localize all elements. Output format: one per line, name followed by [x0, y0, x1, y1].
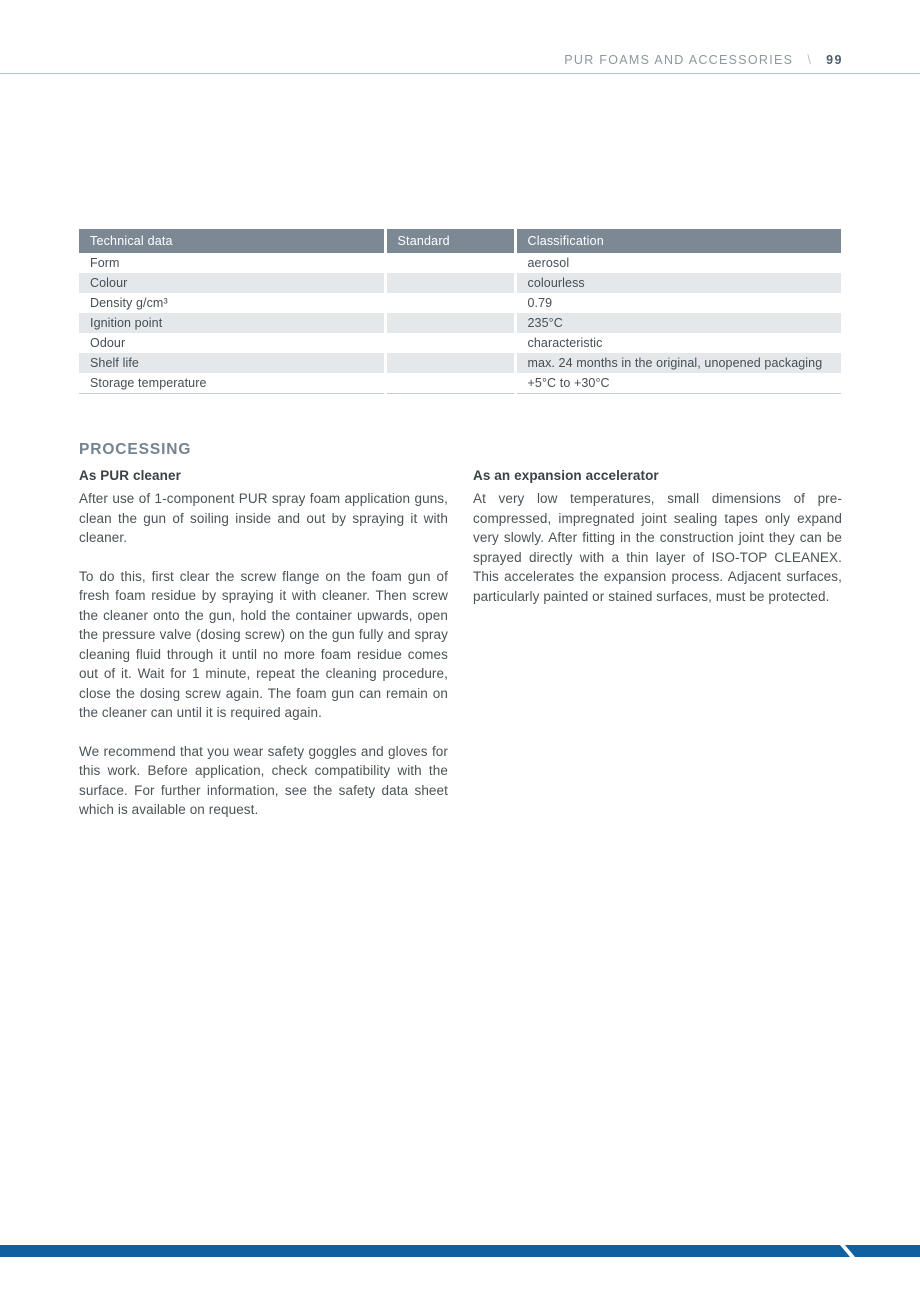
page-header [564, 53, 843, 67]
cell-label: Storage temperature [79, 373, 385, 393]
cell-label: Form [90, 256, 120, 270]
subsection-heading: As PUR cleaner [79, 468, 181, 483]
cell-standard [385, 313, 515, 333]
cell-classification: characteristic [515, 333, 841, 353]
cell-classification: colourless [515, 273, 841, 293]
table-row [79, 273, 841, 293]
cell-label: Odour [90, 336, 126, 350]
table-row [79, 253, 841, 273]
cell-standard [385, 293, 515, 313]
column-expansion-accelerator [473, 468, 842, 839]
section-title: PROCESSING [79, 441, 192, 458]
column-header-technical-data: Technical data [79, 229, 385, 253]
subsection-heading: As an expansion accelerator [473, 468, 659, 483]
column-pur-cleaner [79, 468, 448, 839]
cell-standard [385, 373, 515, 393]
cell-label: Density g/cm³ [90, 296, 168, 310]
footer-accent-bar [0, 1245, 920, 1257]
cell-label: Shelf life [90, 356, 139, 370]
technical-data-table [79, 229, 841, 394]
breadcrumb: PUR FOAMS AND ACCESSORIES [564, 53, 794, 67]
cell-label: Colour [90, 276, 128, 290]
body-paragraph: To do this, first clear the screw flange on the foam gun of fresh foam residue by spraying it with cleaner. Then screw the cleaner onto the gun, hold the container upwards, open the pressure valve (dosing screw) on the gun fully and spray cleaning fluid through it until no more foam residue comes out of it. Wait for 1 minute, repeat the cleaning procedure, close the dosing screw again. The foam gun can remain on the cleaner can until it is required again. [79, 568, 448, 720]
cell-classification: aerosol [515, 253, 841, 273]
table-row [79, 313, 841, 333]
cell-standard [385, 273, 515, 293]
header-rule [0, 73, 920, 74]
cell-standard [385, 353, 515, 373]
breadcrumb-separator: \ [807, 53, 813, 67]
cell-classification: max. 24 months in the original, unopened packaging [515, 353, 841, 373]
technical-data-table-wrap [79, 229, 841, 394]
table-row [79, 353, 841, 373]
table-row [79, 333, 841, 353]
footer-bar-slash [839, 1244, 856, 1258]
body-paragraph: We recommend that you wear safety goggles and gloves for this work. Before application, check compatibility with the surface. For further information, see the safety data sheet which is available on request. [79, 743, 448, 817]
cell-classification: 235°C [515, 313, 841, 333]
cell-standard [385, 333, 515, 353]
table-row [79, 373, 841, 393]
column-header-standard: Standard [385, 229, 515, 253]
processing-section [79, 441, 842, 839]
column-header-classification: Classification [515, 229, 841, 253]
cell-classification: +5°C to +30°C [515, 373, 841, 393]
body-paragraph: At very low temperatures, small dimensions of pre-compressed, impregnated joint sealing tapes only expand very slowly. After fitting in the construction joint they can be sprayed directly with a thin layer of ISO-TOP CLEANEX. This accelerates the expansion process. Adjacent surfaces, particularly painted or stained surfaces, must be protected. [473, 491, 842, 604]
body-paragraph: After use of 1-component PUR spray foam application guns, clean the gun of soiling inside and out by spraying it with cleaner. [79, 491, 448, 545]
table-header-row [79, 229, 841, 253]
cell-label: Ignition point [90, 316, 163, 330]
cell-classification: 0.79 [515, 293, 841, 313]
table-row [79, 293, 841, 313]
cell-standard [385, 253, 515, 273]
page-number: 99 [826, 53, 843, 67]
